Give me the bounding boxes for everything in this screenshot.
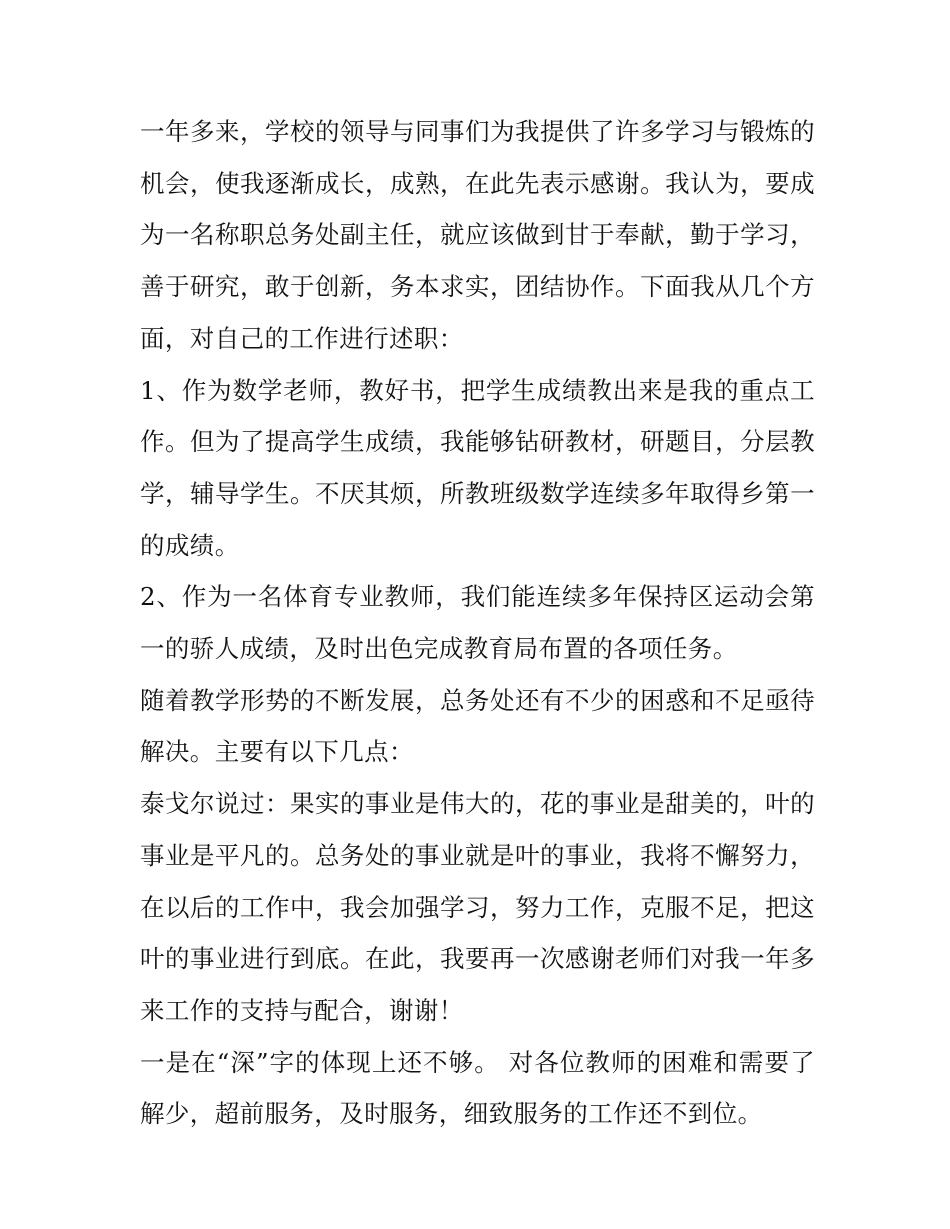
paragraph-item-1: 1、作为数学老师，教好书，把学生成绩教出来是我的重点工作。但为了提高学生成绩，我能够钻研教材，研题目，分层教学，辅导学生。不厌其烦，所教班级数学连续多年取得乡第一的成绩。	[140, 375, 815, 560]
paragraph-point-one: 一是在“深”字的体现上还不够。 对各位教师的困难和需要了解少，超前服务，及时服务，细致服务的工作还不到位。	[140, 1047, 815, 1129]
paragraph-closing: 泰戈尔说过：果实的事业是伟大的，花的事业是甜美的，叶的事业是平凡的。总务处的事业就是叶的事业，我将不懈努力，在以后的工作中，我会加强学习，努力工作，克服不足，把这叶的事业进行到底。在此，我要再一次感谢老师们对我一年多来工作的支持与配合，谢谢！	[140, 789, 815, 1025]
document-body	[140, 106, 815, 1140]
paragraph-item-2: 2、作为一名体育专业教师，我们能连续多年保持区运动会第一的骄人成绩，及时出色完成教育局布置的各项任务。	[140, 582, 815, 664]
paragraph-issues: 随着教学形势的不断发展，总务处还有不少的困惑和不足亟待解决。主要有以下几点：	[140, 685, 815, 767]
paragraph-intro: 一年多来，学校的领导与同事们为我提供了许多学习与锻炼的机会，使我逐渐成长，成熟，在此先表示感谢。我认为，要成为一名称职总务处副主任，就应该做到甘于奉献，勤于学习，善于研究，敢于创新，务本求实，团结协作。下面我从几个方面，对自己的工作进行述职：	[140, 117, 815, 353]
